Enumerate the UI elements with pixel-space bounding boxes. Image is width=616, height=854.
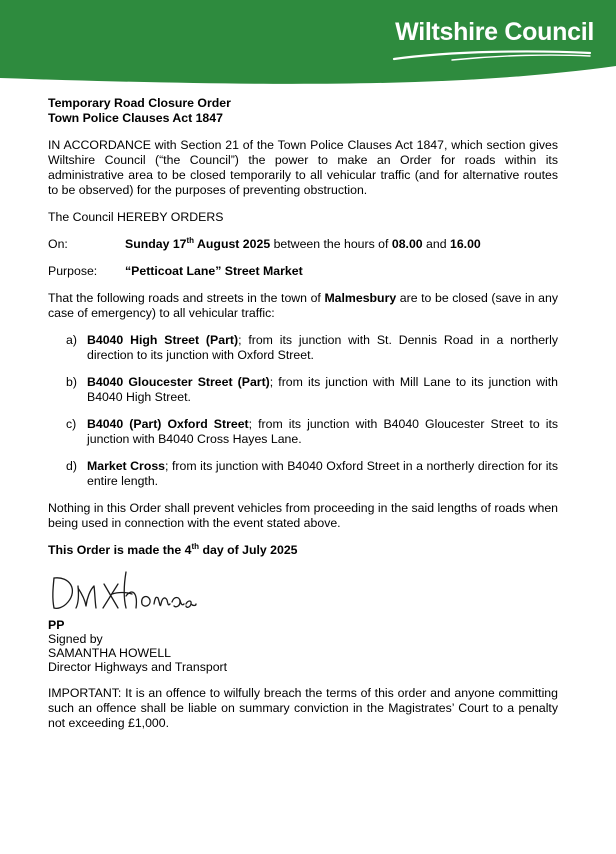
council-logo-text: Wiltshire Council <box>395 18 594 46</box>
intro-paragraph: IN ACCORDANCE with Section 21 of the Town Police Clauses Act 1847, which section gives Wiltshire Council (“the Council”) the power to make an Order for roads within its administrative area to be closed temporarily to all vehicular traffic (and for alternative routes to be observed) for the purposes of preventing obstruction. <box>48 138 558 197</box>
road-description: ; from its junction with B4040 Gloucester Street to its junction with B4040 Cross Hayes Lane. <box>87 417 559 446</box>
purpose-label: Purpose: <box>48 264 98 278</box>
exemption-paragraph: Nothing in this Order shall prevent vehicles from proceeding in the said lengths of roads when being used in connection with the event stated above. <box>48 501 558 530</box>
logo-swoosh-icon <box>392 48 592 62</box>
signer-role: Director Highways and Transport <box>48 660 228 674</box>
pp-label: PP <box>48 618 65 632</box>
made-suffix: th <box>191 541 200 551</box>
order-title-line2: Town Police Clauses Act 1847 <box>48 111 223 125</box>
road-list <box>48 333 558 489</box>
list-item <box>66 333 558 363</box>
roads-intro-pre: That the following roads and streets in the town of <box>48 291 325 305</box>
date-month-year: August 2025 <box>194 237 271 251</box>
list-marker: b) <box>66 375 77 389</box>
list-item <box>66 417 558 447</box>
order-title-line1: Temporary Road Closure Order <box>48 96 231 110</box>
date-value <box>125 237 481 252</box>
order-document <box>48 96 558 743</box>
list-marker: d) <box>66 459 77 473</box>
start-time: 08.00 <box>391 237 423 251</box>
handwritten-signature <box>48 564 558 616</box>
road-text <box>87 375 558 405</box>
purpose-value: “Petticoat Lane” Street Market <box>125 264 303 278</box>
signed-by-label: Signed by <box>48 632 103 646</box>
road-text <box>87 417 558 447</box>
list-item <box>66 459 558 489</box>
important-notice: IMPORTANT: It is an offence to wilfully breach the terms of this order and anyone committing such an offence shall be liable on summary conviction in the Magistrates’ Court to a penalty not exceeding £1,000. <box>48 686 558 730</box>
hereby-orders: The Council HEREBY ORDERS <box>48 210 224 224</box>
date-row <box>48 237 558 252</box>
order-made-date <box>48 543 558 558</box>
road-description: ; from its junction with B4040 Oxford Street in a northerly direction for its entire length. <box>87 459 559 488</box>
road-name: B4040 High Street (Part) <box>87 333 239 347</box>
road-name: B4040 (Part) Oxford Street <box>87 417 249 431</box>
between-text: between the hours of <box>270 237 392 251</box>
road-description: ; from its junction with Mill Lane to its junction with B4040 High Street. <box>87 375 558 404</box>
road-text <box>87 333 558 363</box>
town-name: Malmesbury <box>324 291 397 305</box>
and-text: and <box>422 237 450 251</box>
signatory-block <box>48 618 558 674</box>
header-band <box>0 0 616 92</box>
date-day-suffix: th <box>186 235 195 245</box>
signer-name: SAMANTHA HOWELL <box>48 646 171 660</box>
road-name: Market Cross <box>87 459 166 473</box>
road-name: B4040 Gloucester Street (Part) <box>87 375 270 389</box>
roads-intro <box>48 291 558 321</box>
roads-intro-post: are to be closed (save in any case of emergency) to all vehicular traffic: <box>48 291 558 320</box>
signature-icon <box>48 564 198 616</box>
end-time: 16.00 <box>450 237 481 251</box>
list-marker: a) <box>66 333 77 347</box>
made-pre: This Order is made the 4 <box>48 543 192 557</box>
date-day: Sunday 17 <box>125 237 187 251</box>
date-label: On: <box>48 237 68 251</box>
list-item <box>66 375 558 405</box>
road-text <box>87 459 558 489</box>
order-title <box>48 96 558 126</box>
made-post: day of July 2025 <box>199 543 298 557</box>
road-description: ; from its junction with St. Dennis Road in a northerly direction to its junction with Oxford Street. <box>87 333 559 362</box>
list-marker: c) <box>66 417 77 431</box>
purpose-row <box>48 264 558 279</box>
